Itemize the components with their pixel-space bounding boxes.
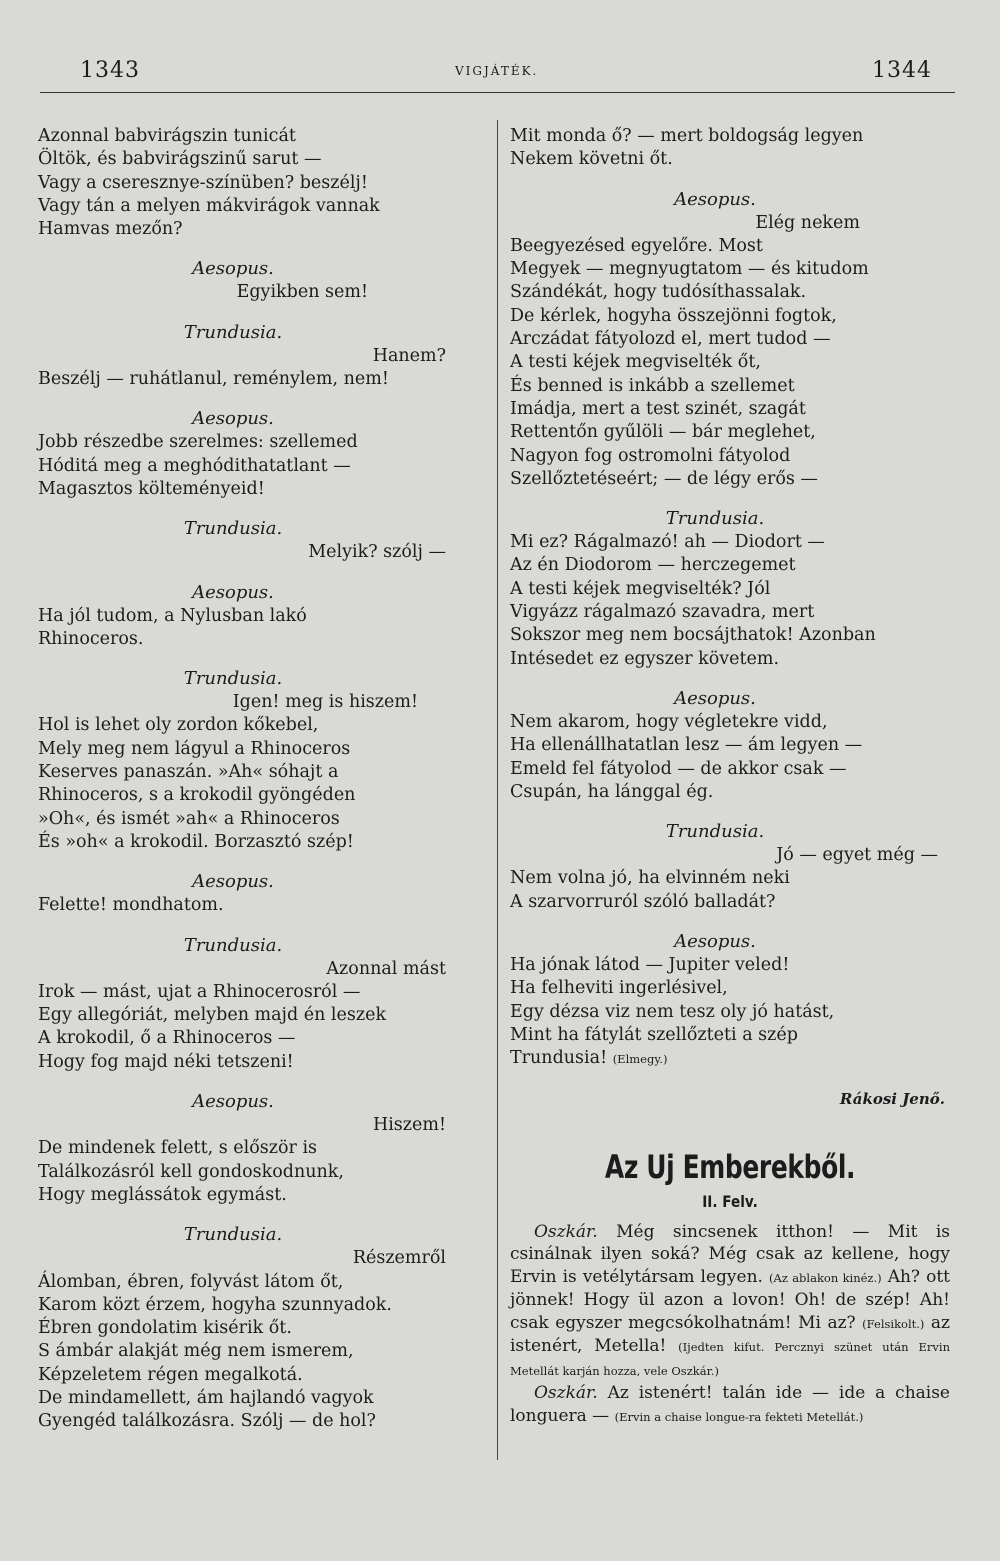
page-header xyxy=(0,0,1000,100)
speaker-name: Oszkár. xyxy=(534,1383,598,1403)
speaker-name: Aesopus. xyxy=(192,1091,274,1113)
verse-line: Ha jól tudom, a Nylusban lakó xyxy=(38,605,307,626)
speaker-name: Trundusia. xyxy=(183,668,283,690)
verse-line: Egy allegóriát, melyben majd én leszek xyxy=(38,1005,387,1026)
stage-direction: (Felsikolt.) xyxy=(862,1316,925,1331)
speaker-name: Oszkár. xyxy=(534,1221,598,1242)
verse-line: Ha felheviti ingerlésivel, xyxy=(510,978,728,999)
verse-line: Mit monda ő? — mert boldogság legyen xyxy=(510,126,864,146)
speaker-name: Trundusia. xyxy=(183,518,283,540)
verse-line: A testi kéjek megviselték? Jól xyxy=(510,578,771,599)
verse-line: Sokszor meg nem bocsájthatok! Azonban xyxy=(510,625,876,646)
verse-line: S ámbár alakját még nem ismerem, xyxy=(38,1341,354,1362)
speaker-name: Aesopus. xyxy=(674,687,756,709)
prose-block xyxy=(510,1221,950,1429)
verse-line: Találkozásról kell gondoskodnunk, xyxy=(38,1161,344,1182)
verse-line: Jó — egyet még — xyxy=(776,845,938,866)
verse-line: A krokodil, ő a Rhinoceros — xyxy=(38,1028,296,1049)
verse-line: Részemről xyxy=(352,1248,446,1269)
verse-line: Gyengéd találkozásra. Szólj — de hol? xyxy=(38,1411,376,1432)
speaker-name: Trundusia. xyxy=(665,508,765,530)
verse-line: Magasztos költeményeid! xyxy=(38,478,265,499)
verse-line: A testi kéjek megviselték őt, xyxy=(510,352,761,373)
speaker-name: Aesopus. xyxy=(192,581,274,603)
verse-line: Mi ez? Rágalmazó! ah — Diodort — xyxy=(510,532,825,553)
verse-line: Álomban, ébren, folyvást látom őt, xyxy=(38,1271,344,1292)
verse-line: Arczádat fátyolozd el, mert tudod — xyxy=(510,329,831,350)
stage-direction: (Ervin a chaise longue-ra fekteti Metellát.) xyxy=(614,1409,864,1424)
verse-line: Nekem követni őt. xyxy=(510,149,673,170)
stage-direction: (Az ablakon kinéz.) xyxy=(769,1270,882,1285)
verse-line: Rettentőn gyűlöli — bár meglehet, xyxy=(510,422,816,443)
verse-line xyxy=(510,1047,950,1071)
verse-line: Megyek — megnyugtatom — és kitudom xyxy=(510,259,869,280)
verse-line: Felette! mondhatom. xyxy=(38,895,224,916)
verse-line: Vigyázz rágalmazó szavadra, mert xyxy=(510,602,815,623)
verse-line: De mindenek felett, s először is xyxy=(38,1138,318,1159)
verse-line: Emeld fel fátyolod — de akkor csak — xyxy=(510,758,847,779)
verse-line: Egy dézsa viz nem tesz oly jó hatást, xyxy=(510,1001,835,1022)
verse-line: Vagy tán a melyen mákvirágok vannak xyxy=(38,195,380,216)
column-divider xyxy=(497,120,498,1460)
verse-line: Karom közt érzem, hogyha szunnyadok. xyxy=(38,1294,392,1315)
verse-line: Ha ellenállhatatlan lesz — ám legyen — xyxy=(510,735,863,756)
verse-line: De kérlek, hogyha összejönni fogtok, xyxy=(510,305,837,326)
speaker-name: Aesopus. xyxy=(674,931,756,953)
verse-line: Szándékát, hogy tudósíthassalak. xyxy=(510,282,807,303)
speaker-name: Aesopus. xyxy=(192,258,274,280)
stage-direction: (Elmegy.) xyxy=(612,1052,668,1067)
verse-line: Jobb részedbe szerelmes: szellemed xyxy=(38,432,358,453)
verse-line: Hol is lehet oly zordon kőkebel, xyxy=(38,715,319,736)
speaker-name: Aesopus. xyxy=(192,871,274,893)
speaker-name: Trundusia. xyxy=(183,934,283,956)
speaker-name: Trundusia. xyxy=(183,321,283,343)
verse-line: Rhinoceros. xyxy=(38,628,144,649)
verse-line: Csupán, ha lánggal ég. xyxy=(510,781,714,802)
prose-text: Ah? ott jönnek! Hogy ül azon a lovon! Oh! de szép! Ah! csak egyszer megcsókolhatnám! Mi az? xyxy=(510,1266,951,1333)
verse-line: Beszélj — ruhátlanul, reménylem, nem! xyxy=(38,369,389,390)
verse-line: Azonnal babvirágszin tunicát xyxy=(38,126,296,146)
verse-text: Trundusia! xyxy=(510,1048,608,1069)
left-column xyxy=(38,125,458,1434)
verse-line: Szellőztetéseért; — de légy erős — xyxy=(510,468,818,489)
speaker-name: Trundusia. xyxy=(665,821,765,843)
verse-line: A szarvorruról szóló balladát? xyxy=(510,891,776,912)
verse-block xyxy=(38,125,458,241)
prose-text: Az istenért! talán ide — ide a chaise longuera — xyxy=(510,1383,950,1426)
verse-line: És benned is inkább a szellemet xyxy=(510,375,795,396)
verse-line: Az én Diodorom — herczegemet xyxy=(510,555,796,576)
verse-line: Ha jónak látod — Jupiter veled! xyxy=(510,955,790,976)
verse-line: Nem akarom, hogy végletekre vidd, xyxy=(510,711,828,732)
prose-paragraph xyxy=(510,1221,950,1383)
stage-direction: (Ijedten kifut. Percznyi szünet után Ervin Metellát karján hozza, vele Oszkár.) xyxy=(510,1340,950,1378)
verse-line: Hiszem! xyxy=(372,1115,446,1136)
header-rule xyxy=(40,92,955,93)
verse-line: Ébren gondolatim kisérik őt. xyxy=(38,1318,292,1339)
verse-line: Hogy fog majd néki tetszeni! xyxy=(38,1051,294,1072)
prose-text: Még sincsenek itthon! — Mit is csinálnak ilyen soká? Még csak az kellene, hogy Ervin is vetélytársam legyen. xyxy=(510,1221,951,1287)
running-title: VIGJÁTÉK. xyxy=(455,64,539,78)
right-column xyxy=(510,125,950,1428)
verse-line: Hanem? xyxy=(372,345,446,366)
verse-line: Imádja, mert a test szinét, szagát xyxy=(510,398,806,419)
author-signature: Rákosi Jenő. xyxy=(839,1089,945,1108)
verse-line: Elég nekem xyxy=(755,212,860,233)
verse-line: Melyik? szólj — xyxy=(308,542,446,563)
verse-line: Mely meg nem lágyul a Rhinoceros xyxy=(38,738,351,759)
verse-line: Intésedet ez egyszer követem. xyxy=(510,648,780,669)
prose-text: az istenért, Metella! xyxy=(510,1312,951,1356)
section-subtitle: II. Felv. xyxy=(702,1191,758,1211)
verse-line: Nem volna jó, ha elvinném neki xyxy=(510,868,790,889)
verse-line: Hogy meglássátok egymást. xyxy=(38,1184,287,1205)
prose-paragraph xyxy=(510,1382,950,1428)
verse-line: Nagyon fog ostromolni fátyolod xyxy=(510,445,791,466)
speaker-name: Trundusia. xyxy=(183,1224,283,1246)
verse-line: Hamvas mezőn? xyxy=(38,219,183,240)
verse-line: Irok — mást, ujat a Rhinocerosról — xyxy=(38,981,361,1002)
verse-line: Öltök, és babvirágszinű sarut — xyxy=(38,149,322,170)
speaker-name: Aesopus. xyxy=(192,408,274,430)
verse-line: Képzeletem régen megalkotá. xyxy=(38,1364,303,1385)
page-number-right: 1344 xyxy=(872,58,932,83)
speaker-name: Aesopus. xyxy=(674,188,756,210)
verse-line: És »oh« a krokodil. Borzasztó szép! xyxy=(38,831,354,852)
verse-line: Beegyezésed egyelőre. Most xyxy=(510,235,763,256)
verse-line: Igen! meg is hiszem! xyxy=(232,692,418,713)
verse-line: Keserves panaszán. »Ah« sóhajt a xyxy=(38,762,339,783)
verse-line: »Oh«, és ismét »ah« a Rhinoceros xyxy=(38,808,340,829)
section-title: Az Uj Emberekből. xyxy=(604,1147,856,1186)
verse-line: Mint ha fátylát szellőzteti a szép xyxy=(510,1024,798,1045)
verse-line: Azonnal mást xyxy=(326,958,446,979)
verse-line: Hóditá meg a meghódithatatlant — xyxy=(38,455,351,476)
verse-line: Vagy a cseresznye-színüben? beszélj! xyxy=(38,172,368,193)
verse-line: Egyikben sem! xyxy=(236,282,368,303)
verse-line: Rhinoceros, s a krokodil gyöngéden xyxy=(38,785,356,806)
page-number-left: 1343 xyxy=(80,58,140,83)
verse-line: De mindamellett, ám hajlandó vagyok xyxy=(38,1387,374,1408)
